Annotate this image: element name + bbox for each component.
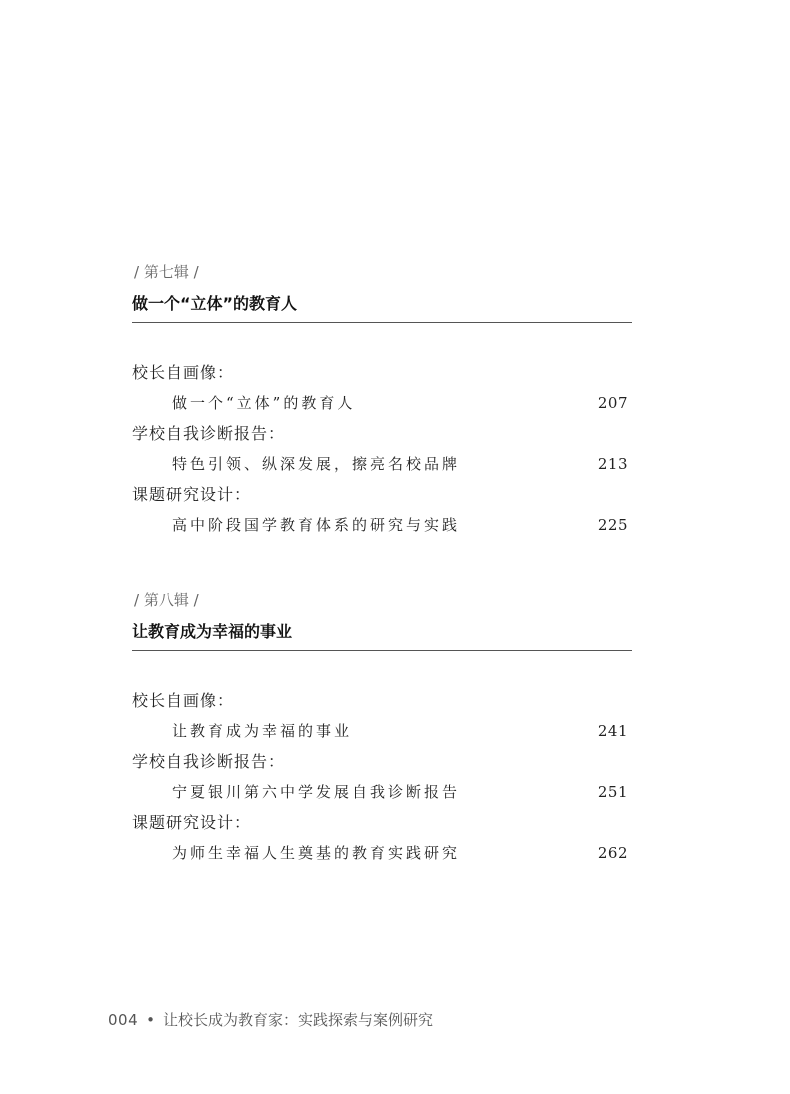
toc-item[interactable] [132, 838, 632, 869]
toc-item[interactable] [132, 777, 632, 808]
entry-heading: 校长自画像： [132, 363, 235, 382]
page-footer [108, 1010, 433, 1030]
entry-heading: 课题研究设计： [132, 485, 252, 504]
entry-heading: 校长自画像： [132, 691, 235, 710]
section-label: / 第八辑 / [134, 591, 199, 609]
toc-item[interactable] [132, 449, 632, 480]
toc-section [132, 590, 632, 869]
section-title: 做一个“立体”的教育人 [132, 293, 632, 323]
toc-section [132, 262, 632, 541]
section-title: 让教育成为幸福的事业 [132, 621, 632, 651]
toc-item-title: 宁夏银川第六中学发展自我诊断报告 [172, 783, 461, 801]
toc-item-page: 241 [597, 722, 628, 740]
toc-item-page: 251 [597, 783, 628, 801]
toc-item-title: 高中阶段国学教育体系的研究与实践 [172, 516, 461, 534]
toc-entries [132, 358, 632, 541]
footer-separator: • [146, 1011, 155, 1029]
section-label: / 第七辑 / [134, 263, 199, 281]
entry-heading: 学校自我诊断报告： [132, 752, 286, 771]
toc-item-page: 213 [597, 455, 628, 473]
toc-item-title: 为师生幸福人生奠基的教育实践研究 [172, 844, 461, 862]
entry-heading: 课题研究设计： [132, 813, 252, 832]
toc-item-title: 让教育成为幸福的事业 [172, 722, 353, 740]
toc-item[interactable] [132, 716, 632, 747]
toc-item-page: 207 [597, 394, 628, 412]
entry-heading: 学校自我诊断报告： [132, 424, 286, 443]
toc-entries [132, 686, 632, 869]
toc-item-title: 做一个“立体”的教育人 [172, 394, 356, 412]
toc-item-title: 特色引领、纵深发展，擦亮名校品牌 [172, 455, 461, 473]
footer-book-title: 让校长成为教育家：实践探索与案例研究 [163, 1011, 434, 1029]
toc-item[interactable] [132, 510, 632, 541]
toc-item-page: 225 [597, 516, 628, 534]
footer-page-number: 004 [108, 1011, 139, 1029]
toc-item-page: 262 [597, 844, 628, 862]
toc-item[interactable] [132, 388, 632, 419]
